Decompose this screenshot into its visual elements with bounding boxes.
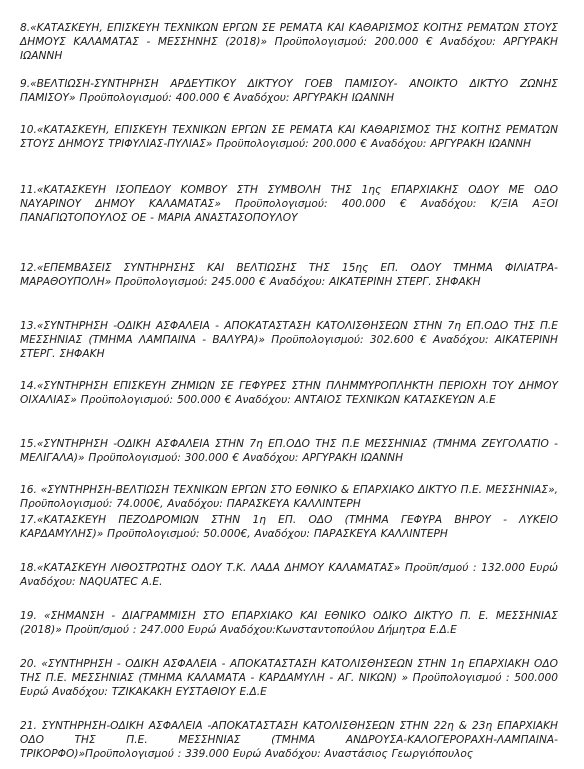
item-text: 13.«ΣΥΝΤΗΡΗΣΗ -ΟΔΙΚΗ ΑΣΦΑΛΕΙΑ - ΑΠΟΚΑΤΑΣΤΑΣΗ ΚΑΤΟΛΙΣΘΗΣΕΩΝ ΣΤΗΝ 7η ΕΠ.ΟΔΟ ΤΗΣ Π.Ε ΜΕΣΣΗΝΙΑΣ (ΤΜΗΜΑ ΛΑΜΠΑΙΝΑ - ΒΑΛΥΡΑ)» Προϋπολογισμού: 302.600 € Αναδόχου: ΑΙΚΑΤΕΡΙΝΗ ΣΤΕΡΓ. ΣΗΦΑΚΗ [20, 319, 558, 360]
item-text: 19. «ΣΗΜΑΝΣΗ - ΔΙΑΓΡΑΜΜΙΣΗ ΣΤΟ ΕΠΑΡΧΙΑΚΟ ΚΑΙ ΕΘΝΙΚΟ ΟΔΙΚΟ ΔΙΚΤΥΟ Π. Ε. ΜΕΣΣΗΝΙΑΣ (2018)» Προϋπ/σμού : 247.000 Ευρώ Αναδόχου:Κωνσταντοπούλου Δήμητρα Ε.Δ.Ε [20, 609, 558, 636]
list-item-21 [20, 719, 558, 761]
list-item-18 [20, 561, 558, 589]
item-text: 18.«ΚΑΤΑΣΚΕΥΗ ΛΙΘΟΣΤΡΩΤΗΣ ΟΔΟΥ Τ.Κ. ΛΑΔΑ ΔΗΜΟΥ ΚΑΛΑΜΑΤΑΣ» Προϋπ/σμού : 132.000 Ευρώ Αναδόχου: NAQUATEC A.E. [20, 561, 558, 588]
list-item-17 [20, 513, 558, 541]
item-text: 14.«ΣΥΝΤΗΡΗΣΗ ΕΠΙΣΚΕΥΗ ΖΗΜΙΩΝ ΣΕ ΓΕΦΥΡΕΣ ΣΤΗΝ ΠΛΗΜΜΥΡΟΠΛΗΚΤΗ ΠΕΡΙΟΧΗ ΤΟΥ ΔΗΜΟΥ ΟΙΧΑΛΙΑΣ» Προϋπολογισμού: 500.000 € Αναδόχου: ΑΝΤΑΙΟΣ ΤΕΧΝΙΚΩΝ ΚΑΤΑΣΚΕΥΩΝ Α.Ε [20, 379, 558, 406]
item-text: 16. «ΣΥΝΤΗΡΗΣΗ-ΒΕΛΤΙΩΣΗ ΤΕΧΝΙΚΩΝ ΕΡΓΩΝ ΣΤΟ ΕΘΝΙΚΟ & ΕΠΑΡΧΙΑΚΟ ΔΙΚΤΥΟ Π.Ε. ΜΕΣΣΗΝΙΑΣ», Προϋπολογισμού: 74.000€, Αναδόχου: ΠΑΡΑΣΚΕΥΑ ΚΑΛΛΙΝΤΕΡΗ [20, 483, 558, 510]
list-item-12 [20, 261, 558, 289]
item-text: 20. «ΣΥΝΤΗΡΗΣΗ - ΟΔΙΚΗ ΑΣΦΑΛΕΙΑ - ΑΠΟΚΑΤΑΣΤΑΣΗ ΚΑΤΟΛΙΣΘΗΣΕΩΝ ΣΤΗΝ 1η ΕΠΑΡΧΙΑΚΗ ΟΔΟ ΤΗΣ Π.Ε. ΜΕΣΣΗΝΙΑΣ (ΤΜΗΜΑ ΚΑΛΑΜΑΤΑ - ΚΑΡΔΑΜΥΛΗ - ΑΓ. ΝΙΚΩΝ) » Προϋπολογισμού : 500.000 Ευρώ Αναδόχου: ΤΖΙΚΑΚΑΚΗ ΕΥΣΤΑΘΙΟΥ Ε.Δ.Ε [20, 657, 558, 698]
list-item-19 [20, 609, 558, 637]
list-item-14 [20, 379, 558, 407]
item-text: 15.«ΣΥΝΤΗΡΗΣΗ -ΟΔΙΚΗ ΑΣΦΑΛΕΙΑ ΣΤΗΝ 7η ΕΠ.ΟΔΟ ΤΗΣ Π.Ε ΜΕΣΣΗΝΙΑΣ (ΤΜΗΜΑ ΖΕΥΓΟΛΑΤΙΟ - ΜΕΛΙΓΑΛΑ)» Προϋπολογισμού: 300.000 € Αναδόχου: ΑΡΓΥΡΑΚΗ ΙΩΑΝΝΗ [20, 437, 558, 464]
list-item-15 [20, 437, 558, 465]
list-item-10 [20, 123, 558, 151]
item-text: 12.«ΕΠΕΜΒΑΣΕΙΣ ΣΥΝΤΗΡΗΣΗΣ ΚΑΙ ΒΕΛΤΙΩΣΗΣ ΤΗΣ 15ης ΕΠ. ΟΔΟΥ ΤΜΗΜΑ ΦΙΛΙΑΤΡΑ-ΜΑΡΑΘΟΥΠΟΛΗ» Προϋπολογισμού: 245.000 € Αναδόχου: ΑΙΚΑΤΕΡΙΝΗ ΣΤΕΡΓ. ΣΗΦΑΚΗ [20, 261, 558, 288]
item-text: 11.«ΚΑΤΑΣΚΕΥΗ ΙΣΟΠΕΔΟΥ ΚΟΜΒΟΥ ΣΤΗ ΣΥΜΒΟΛΗ ΤΗΣ 1ης ΕΠΑΡΧΙΑΚΗΣ ΟΔΟΥ ΜΕ ΟΔΟ ΝΑΥΑΡΙΝΟΥ ΔΗΜΟΥ ΚΑΛΑΜΑΤΑΣ» Προϋπολογισμού: 400.000 € Αναδόχου: Κ/ΞΙΑ ΑΞΟΙ ΠΑΝΑΓΙΩΤΟΠΟΥΛΟΣ ΟΕ - ΜΑΡΙΑ ΑΝΑΣΤΑΣΟΠΟΥΛΟΥ [20, 183, 558, 224]
list-item-20 [20, 657, 558, 699]
list-item-13 [20, 319, 558, 361]
item-text: 21. ΣΥΝΤΗΡΗΣΗ-ΟΔΙΚΗ ΑΣΦΑΛΕΙΑ -ΑΠΟΚΑΤΑΣΤΑΣΗ ΚΑΤΟΛΙΣΘΗΣΕΩΝ ΣΤΗΝ 22η & 23η ΕΠΑΡΧΙΑΚΗ ΟΔΟ ΤΗΣ Π.Ε. ΜΕΣΣΗΝΙΑΣ (ΤΜΗΜΑ ΑΝΔΡΟΥΣΑ-ΚΑΛΟΓΕΡΟΡΑΧΗ-ΛΑΜΠΑΙΝΑ-ΤΡΙΚΟΡΦΟ)»Προϋπολογισμού : 339.000 Ευρώ Αναδόχου: Αναστάσιος Γεωργιόπουλος [20, 719, 558, 760]
list-item-16 [20, 483, 558, 511]
item-text: 8.«ΚΑΤΑΣΚΕΥΗ, ΕΠΙΣΚΕΥΗ ΤΕΧΝΙΚΩΝ ΕΡΓΩΝ ΣΕ ΡΕΜΑΤΑ ΚΑΙ ΚΑΘΑΡΙΣΜΟΣ ΚΟΙΤΗΣ ΡΕΜΑΤΩΝ ΣΤΟΥΣ ΔΗΜΟΥΣ ΚΑΛΑΜΑΤΑΣ - ΜΕΣΣΗΝΗΣ (2018)» Προϋπολογισμού: 200.000 € Αναδόχου: ΑΡΓΥΡΑΚΗ ΙΩΑΝΝΗ [20, 21, 558, 62]
list-item-8 [20, 21, 558, 63]
list-item-9 [20, 77, 558, 105]
item-text: 17.«ΚΑΤΑΣΚΕΥΗ ΠΕΖΟΔΡΟΜΙΩΝ ΣΤΗΝ 1η ΕΠ. ΟΔΟ (ΤΜΗΜΑ ΓΕΦΥΡΑ ΒΗΡΟΥ - ΛΥΚΕΙΟ ΚΑΡΔΑΜΥΛΗΣ)» Προϋπολογισμού: 50.000€, Αναδόχου: ΠΑΡΑΣΚΕΥΑ ΚΑΛΛΙΝΤΕΡΗ [20, 513, 558, 540]
item-text: 9.«ΒΕΛΤΙΩΣΗ-ΣΥΝΤΗΡΗΣΗ ΑΡΔΕΥΤΙΚΟΥ ΔΙΚΤΥΟΥ ΓΟΕΒ ΠΑΜΙΣΟΥ- ΑΝΟΙΚΤΟ ΔΙΚΤΥΟ ΖΩΝΗΣ ΠΑΜΙΣΟΥ» Προϋπολογισμού: 400.000 € Αναδόχου: ΑΡΓΥΡΑΚΗ ΙΩΑΝΝΗ [20, 77, 558, 104]
item-text: 10.«ΚΑΤΑΣΚΕΥΗ, ΕΠΙΣΚΕΥΗ ΤΕΧΝΙΚΩΝ ΕΡΓΩΝ ΣΕ ΡΕΜΑΤΑ ΚΑΙ ΚΑΘΑΡΙΣΜΟΣ ΤΗΣ ΚΟΙΤΗΣ ΡΕΜΑΤΩΝ ΣΤΟΥΣ ΔΗΜΟΥΣ ΤΡΙΦΥΛΙΑΣ-ΠΥΛΙΑΣ» Προϋπολογισμού: 200.000 € Αναδόχου: ΑΡΓΥΡΑΚΗ ΙΩΑΝΝΗ [20, 123, 558, 150]
list-item-11 [20, 183, 558, 225]
